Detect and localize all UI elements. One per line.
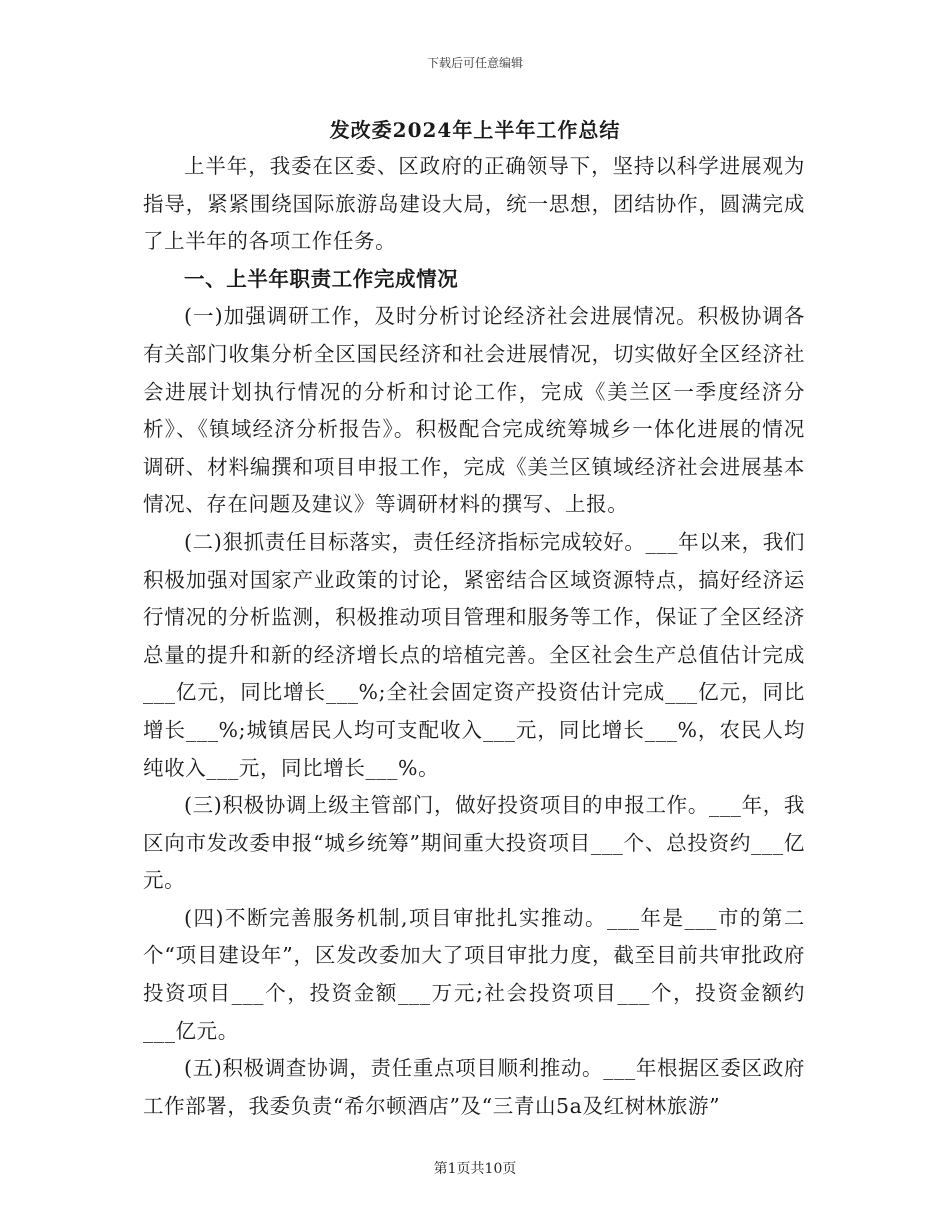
section-heading: 一、上半年职责工作完成情况: [184, 266, 459, 291]
document-title: 发改委2024年上半年工作总结: [329, 118, 621, 142]
paragraph-item-3: (三)积极协调上级主管部门，做好投资项目的申报工作。___年，我区向市发改委申报“城乡统筹”期间重大投资项目___个、总投资约___亿元。: [143, 793, 805, 893]
paragraph-item-2: (二)狠抓责任目标落实，责任经济指标完成较好。___年以来，我们积极加强对国家产业政策的讨论，紧密结合区域资源特点，搞好经济运行情况的分析监测，积极推动项目管理和服务等工作，保证了全区经济总量的提升和新的经济增长点的培植完善。全区社会生产总值估计完成___亿元，同比增长___%;全社会固定资产投资估计完成___亿元，同比增长___%;城镇居民人均可支配收入___元，同比增长___%，农民人均纯收入___元，同比增长___%。: [143, 529, 805, 780]
document-body: [143, 148, 805, 1125]
paragraph-item-4: (四)不断完善服务机制,项目审批扎实推动。___年是___市的第二个“项目建设年”，区发改委加大了项目审批力度，截至目前共审批政府投资项目___个，投资金额___万元;社会投资项目___个，投资金额约___亿元。: [143, 905, 805, 1043]
paragraph-item-1: (一)加强调研工作，及时分析讨论经济社会进展情况。积极协调各有关部门收集分析全区国民经济和社会进展情况，切实做好全区经济社会进展计划执行情况的分析和讨论工作，完成《美兰区一季度经济分析》、《镇域经济分析报告》。积极配合完成统筹城乡一体化进展的情况调研、材料编撰和项目申报工作，完成《美兰区镇域经济社会进展基本情况、存在问题及建议》等调研材料的撰写、上报。: [143, 304, 805, 517]
paragraph-item-5: (五)积极调查协调，责任重点项目顺利推动。___年根据区委区政府工作部署，我委负责“希尔顿酒店”及“三青山5a及红树林旅游”: [143, 1056, 805, 1118]
intro-paragraph: 上半年，我委在区委、区政府的正确领导下，坚持以科学进展观为指导，紧紧围绕国际旅游岛建设大局，统一思想，团结协作，圆满完成了上半年的各项工作任务。: [143, 154, 805, 254]
page-footer: 第1页共10页: [433, 1161, 517, 1177]
header-note: 下载后可任意编辑: [426, 56, 523, 70]
